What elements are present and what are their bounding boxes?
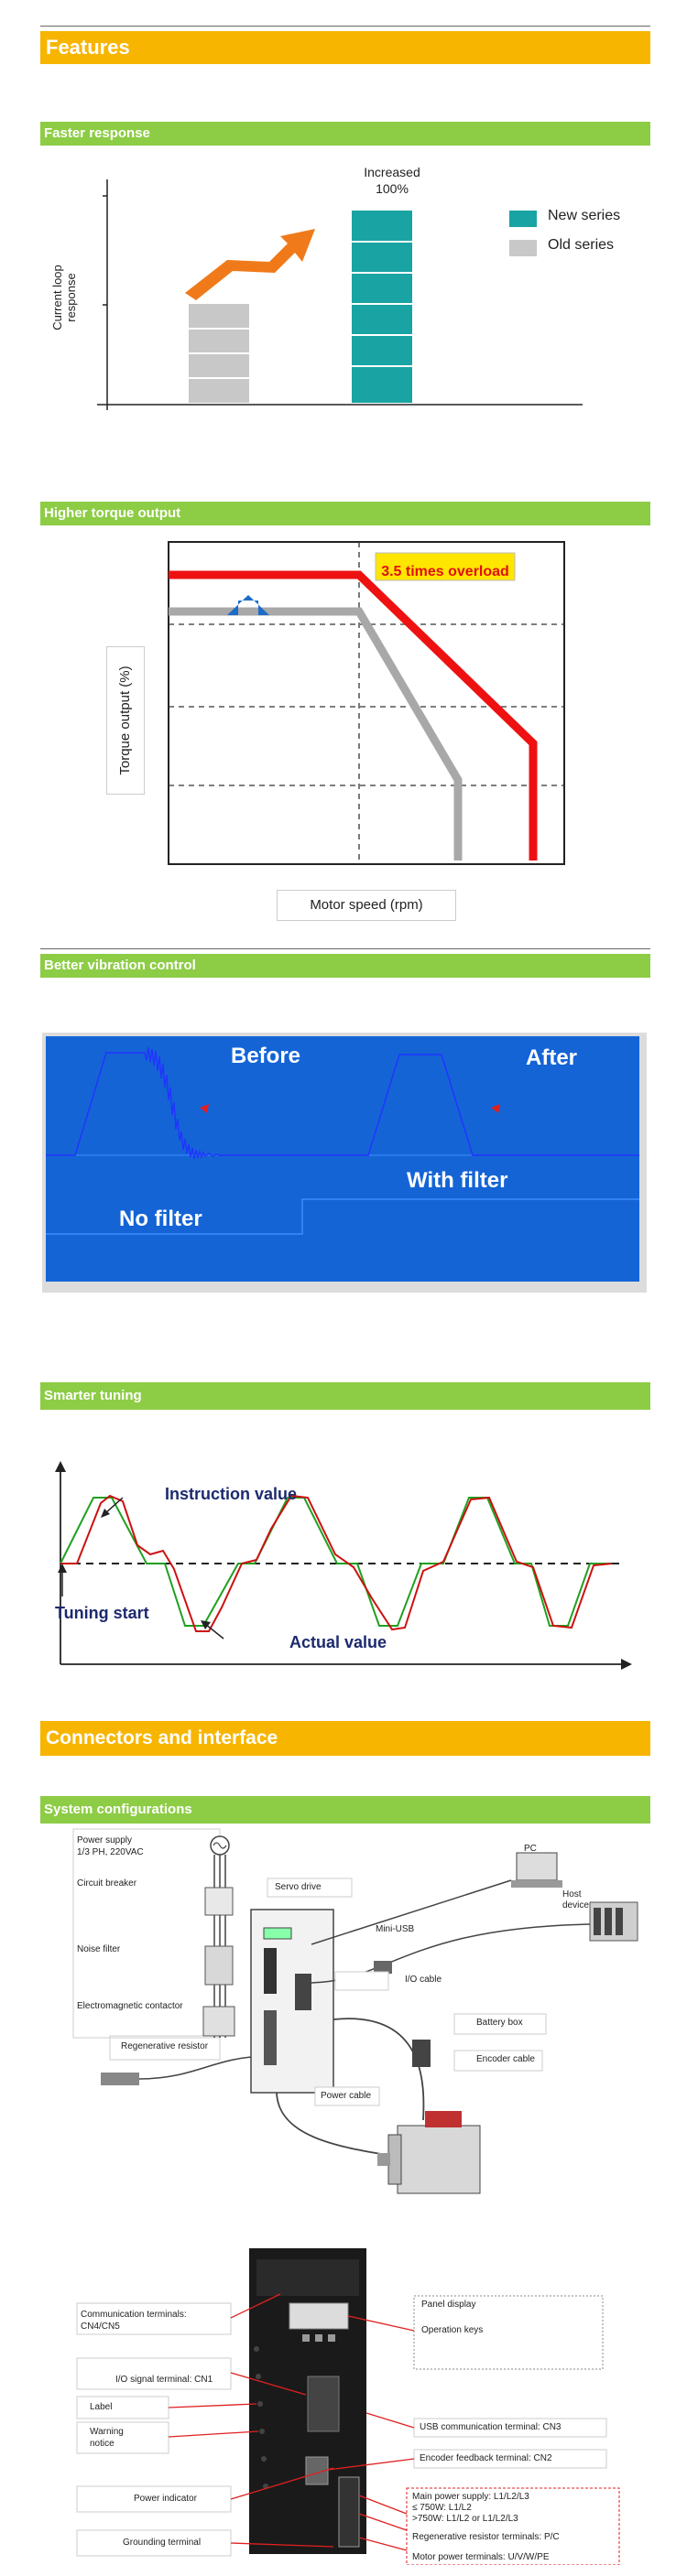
regen-resistor-label: Regenerative resistor — [121, 2041, 209, 2051]
vibration-with-filter-label: With filter — [407, 1168, 508, 1193]
warning-notice-line1: Warning — [90, 2427, 124, 2437]
host-device-line2: device — [562, 1900, 589, 1910]
legend-old-label: Old series — [548, 237, 615, 253]
old-series-bar — [189, 304, 249, 403]
torque-plot-frame — [169, 542, 564, 864]
drive-interface-diagram — [40, 2239, 650, 2565]
vibration-top-rule — [40, 948, 650, 949]
vibration-chart — [40, 1031, 650, 1305]
power-supply-label — [77, 1835, 144, 1858]
main-power-line1: Main power supply: L1/L2/L3 — [412, 2492, 529, 2502]
noise-filter-icon — [205, 1946, 233, 1985]
section-header-system-config: System configurations — [40, 1796, 650, 1824]
contactor-icon — [203, 2007, 234, 2036]
torque-xlabel: Motor speed (rpm) — [277, 890, 456, 921]
section-header-connectors: Connectors and interface — [40, 1721, 650, 1756]
faster-response-chart — [40, 156, 650, 430]
power-indicator-label: Power indicator — [134, 2494, 197, 2504]
faster-ylabel — [50, 233, 78, 362]
new-series-bar — [352, 211, 412, 403]
increase-arrow-icon — [185, 229, 315, 300]
contactor-label: Electromagnetic contactor — [77, 2001, 183, 2011]
tuning-start-label: Tuning start — [55, 1604, 149, 1622]
noise-filter-label: Noise filter — [77, 1944, 121, 1954]
section-header-features: Features — [40, 31, 650, 64]
operation-keys-label: Operation keys — [421, 2325, 484, 2335]
battery-box-icon — [412, 2040, 431, 2067]
regen-resistor-icon — [101, 2073, 139, 2085]
host-device-line1: Host — [562, 1889, 582, 1900]
io-signal-label: I/O signal terminal: CN1 — [115, 2375, 213, 2385]
encoder-terminal-label: Encoder feedback terminal: CN2 — [420, 2453, 552, 2463]
legend-swatch-new — [509, 211, 537, 227]
usb-terminal-label: USB communication terminal: CN3 — [420, 2422, 562, 2432]
legend-new-label: New series — [548, 208, 621, 223]
section-header-higher-torque: Higher torque output — [40, 502, 650, 525]
section-header-faster-response: Faster response — [40, 122, 650, 146]
overload-label: 3.5 times overload — [381, 564, 509, 579]
comm-terminals-line1: Communication terminals: — [81, 2310, 187, 2320]
battery-box-label: Battery box — [476, 2018, 523, 2028]
panel-display-icon — [289, 2303, 348, 2329]
faster-ylabel-line2: response — [64, 273, 78, 322]
legend-swatch-old — [509, 240, 537, 256]
power-supply-line2: 1/3 PH, 220VAC — [77, 1847, 144, 1857]
motor-terminals-label: Motor power terminals: U/V/W/PE — [412, 2552, 550, 2562]
top-rule — [40, 26, 650, 27]
tuning-y-arrow-icon — [55, 1461, 66, 1472]
faster-ylabel-line1: Current loop — [50, 265, 64, 330]
comm-terminals-line2: CN4/CN5 — [81, 2322, 120, 2332]
vibration-no-filter-label: No filter — [119, 1207, 202, 1231]
host-device-label — [562, 1889, 589, 1911]
actual-value-label: Actual value — [289, 1633, 387, 1651]
warning-notice-label — [90, 2426, 124, 2450]
vibration-panel — [46, 1036, 639, 1282]
main-power-line3: >750W: L1/L2 or L1/L2/L3 — [412, 2514, 518, 2524]
vibration-after-label: After — [526, 1045, 578, 1070]
increased-label: Increased — [364, 165, 420, 179]
pc-icon — [517, 1853, 557, 1880]
vibration-before-label: Before — [231, 1044, 301, 1068]
pc-label: PC — [524, 1844, 537, 1854]
circuit-breaker-label: Circuit breaker — [77, 1878, 137, 1889]
instruction-value-label: Instruction value — [165, 1485, 298, 1503]
comm-terminals-label — [81, 2309, 187, 2332]
regen-terminals-label: Regenerative resistor terminals: P/C — [412, 2532, 560, 2542]
panel-display-label: Panel display — [421, 2300, 476, 2310]
cn1-connector-icon — [308, 2376, 339, 2431]
encoder-cable-label: Encoder cable — [476, 2054, 535, 2064]
increased-pct-label: 100% — [376, 181, 409, 196]
main-power-line2: ≤ 750W: L1/L2 — [412, 2503, 472, 2513]
torque-ylabel: Torque output (%) — [106, 646, 145, 795]
tuning-x-arrow-icon — [621, 1659, 632, 1670]
servo-drive-label: Servo drive — [275, 1882, 322, 1892]
circuit-breaker-icon — [205, 1888, 233, 1915]
io-cable-label: I/O cable — [405, 1975, 442, 1985]
main-power-label — [412, 2492, 529, 2525]
mini-usb-label: Mini-USB — [376, 1924, 415, 1934]
grounding-terminal-label: Grounding terminal — [123, 2538, 202, 2548]
power-cable-label: Power cable — [321, 2091, 372, 2101]
section-header-vibration: Better vibration control — [40, 954, 650, 978]
section-header-tuning: Smarter tuning — [40, 1382, 650, 1410]
power-supply-line1: Power supply — [77, 1835, 133, 1845]
warning-notice-line2: notice — [90, 2439, 114, 2449]
servo-motor-icon — [398, 2126, 480, 2193]
drive-label-label: Label — [90, 2402, 113, 2412]
